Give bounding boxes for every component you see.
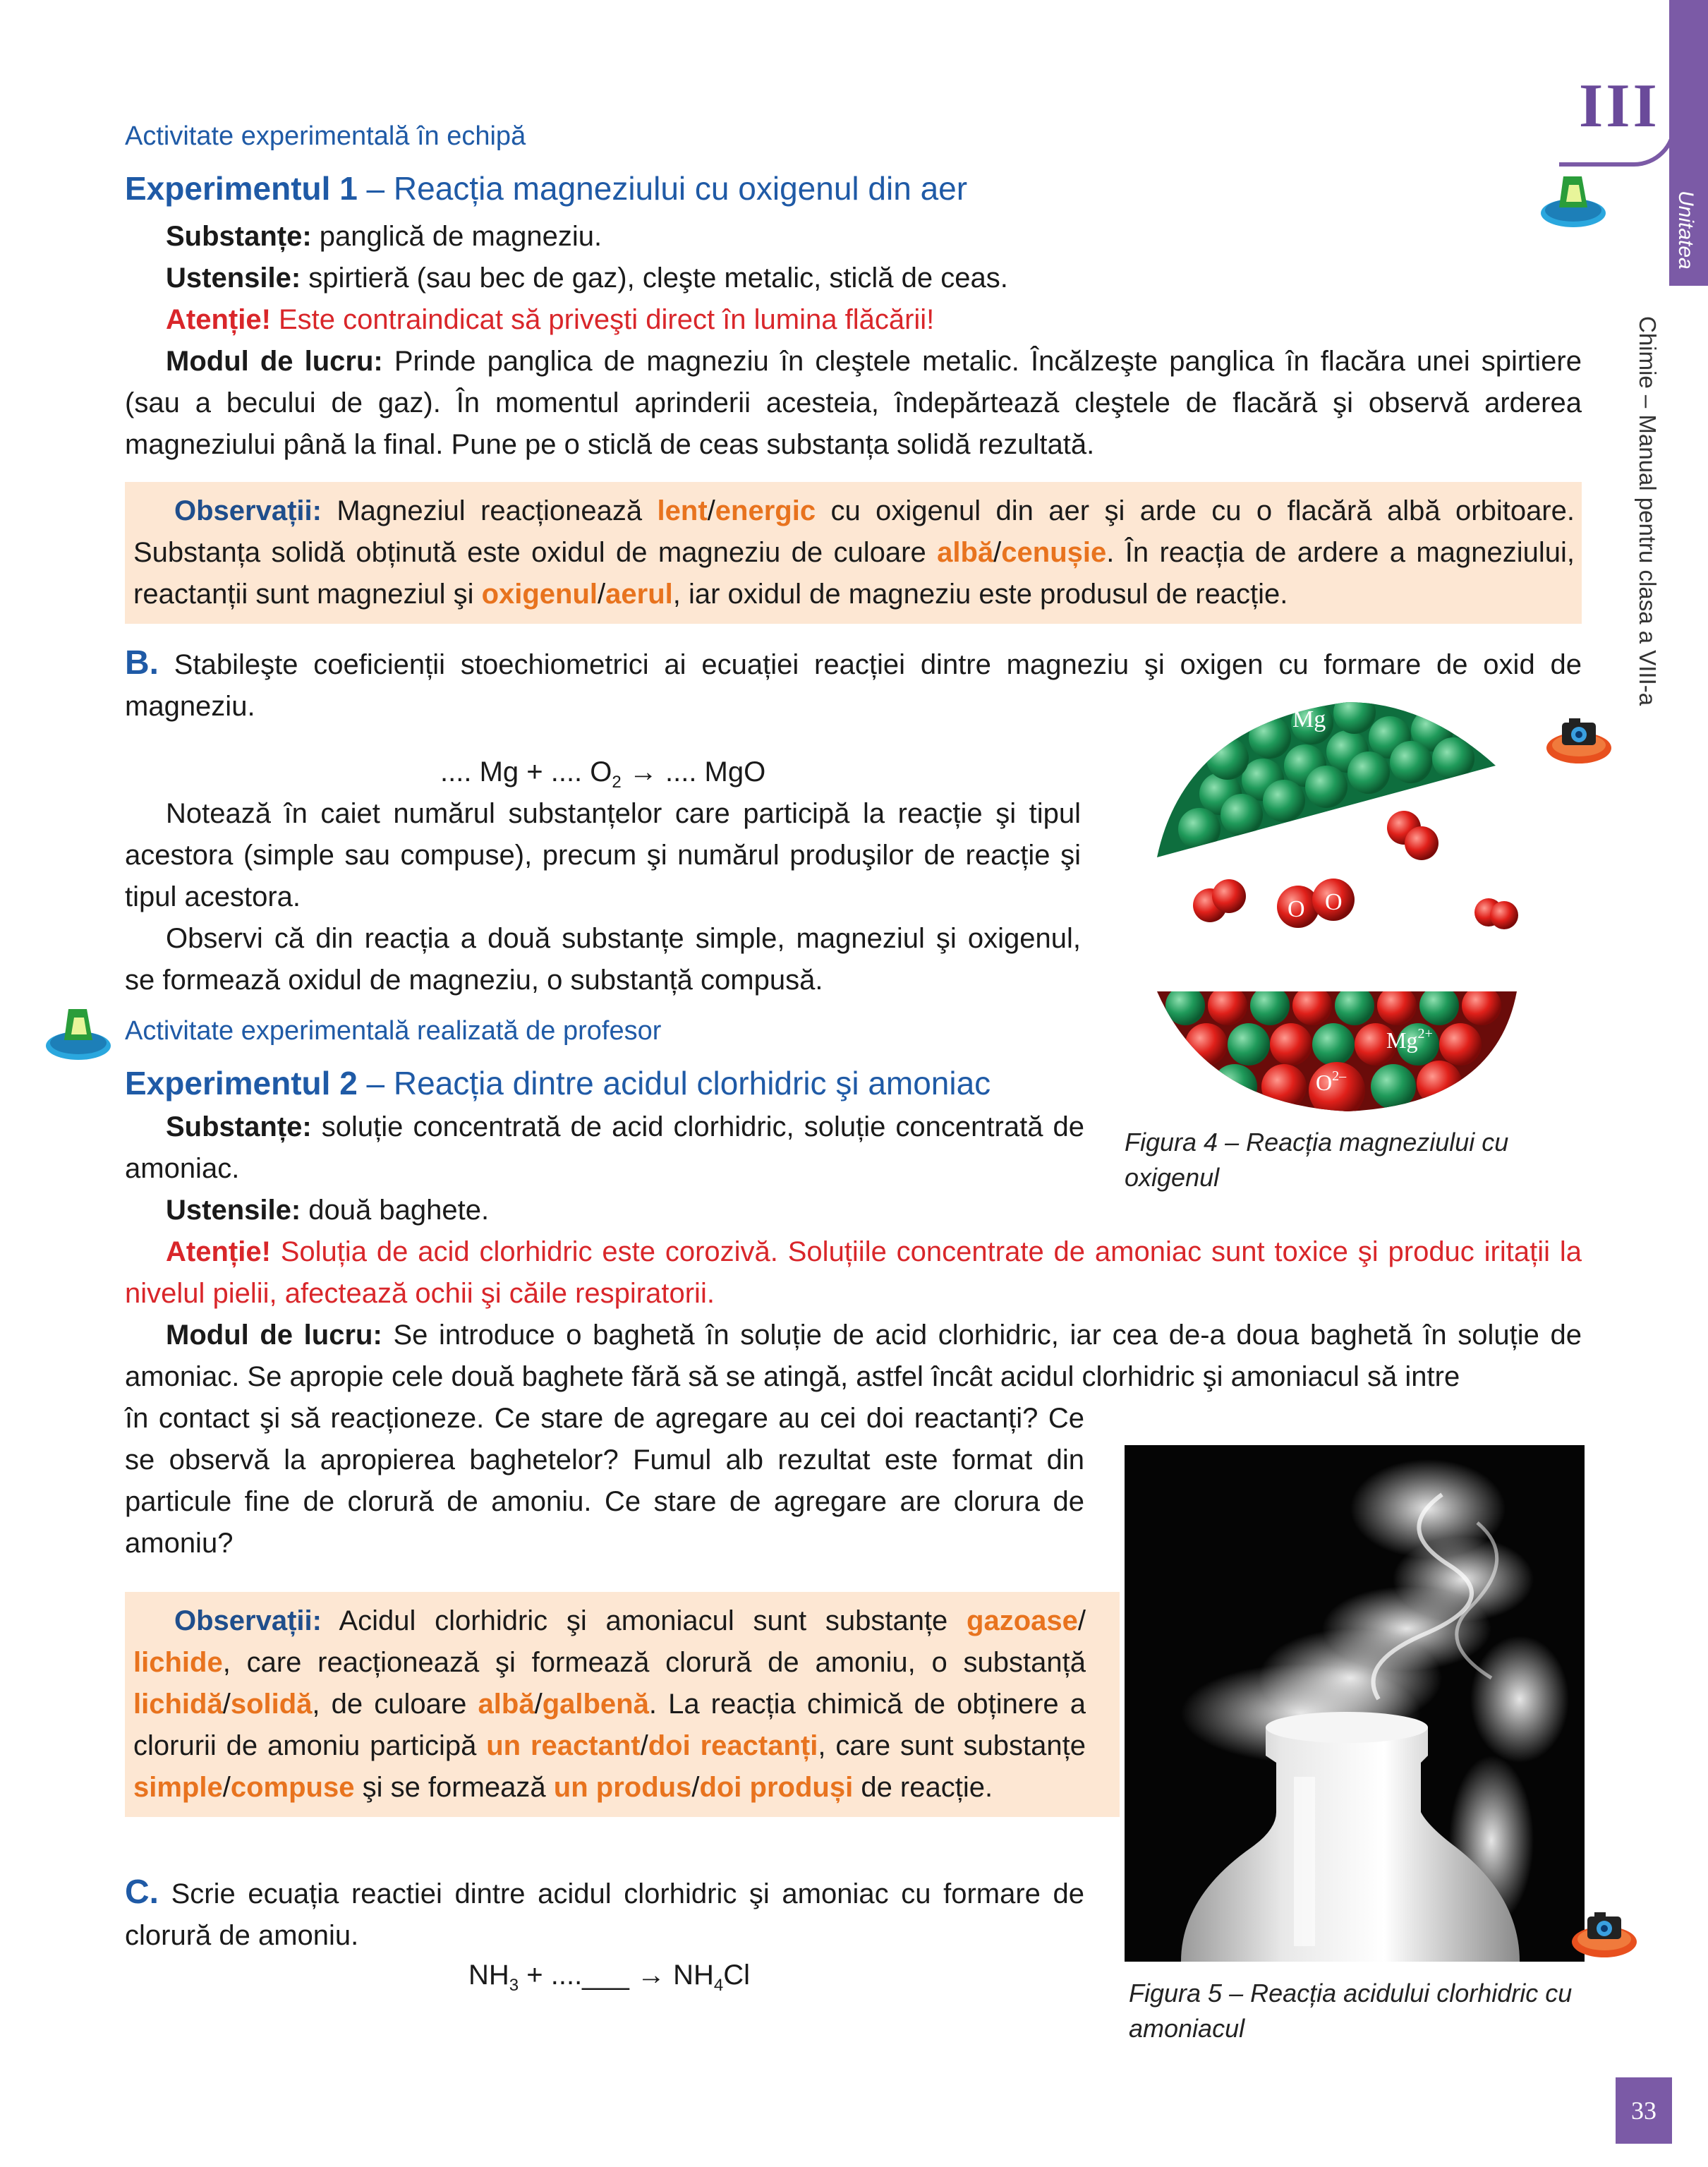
exp2-substances: Substanțe: soluție concentrată de acid clorhidric, soluție concentrată de amoniac. xyxy=(125,1111,1084,1184)
label-mg2plus: $Mg^{2+}$ xyxy=(1386,1026,1433,1053)
exp2-body-continued: în contact şi să reacționeze. Ce stare de agregare au cei doi reactanți? Ce se observă la apropierea baghetelor? Fumul alb rezultat este format din particule fine de clorură de amoniu. Ce stare de agregare are clorura de amoniu? xyxy=(125,1403,1084,1559)
book-title: Chimie – Manual pentru clasa a VIII-a xyxy=(1635,316,1661,706)
experiment-2-title: Experimentul 2 – Reacția dintre acidul clorhidric şi amoniac xyxy=(125,1065,991,1101)
exp1-body: Substanțe: panglică de magneziu. Ustensile: spirtieră (sau bec de gaz), cleşte metalic, sticlă de ceas. Atenție! Este contraindicat să priveşti direct în lumina flăcării! Modul de lucru: Prinde panglica de magneziu în cleştele metalic. Încălzeşte panglica în flacăra unei spirtiere (sau a becului de gaz). În momentul aprinderii acesteia, îndepărtează cleştele de flacără şi observă arderea magneziului până la final. Pune pe o sticlă de ceas substanța solidă rezultată. xyxy=(125,221,1582,460)
figure-4-illustration xyxy=(1143,695,1538,1118)
camera-icon xyxy=(1544,711,1614,768)
unit-label: Unitatea xyxy=(1674,191,1697,270)
unit-number: III xyxy=(1579,72,1660,140)
page-number: 33 xyxy=(1616,2077,1672,2144)
equation-mg-o2: .... Mg + .... $O_2$ → .... MgO xyxy=(440,756,766,792)
observations-box-2: Observații: Acidul clorhidric şi amoniacul sunt substanțe gazoase/ lichide, care reacționează şi formează clorură de amoniu, o substanță lichidă/solidă, de culoare albă/galbenă. La reacția chimică de obținere a clorurii de amoniu participă un reactant/doi reactanți, care sunt substanțe simple/compuse şi se formează un produs/doi produși de reacție. xyxy=(125,1592,1120,1817)
experiment-icon xyxy=(40,1002,117,1064)
label-o-second: O xyxy=(1325,889,1343,915)
equation-nh3: $NH_3$ + ....___ → $NH_4Cl$ xyxy=(468,1960,751,1995)
figure-4-caption: Figura 4 – Reacția magneziului cu oxigenul xyxy=(1125,1128,1509,1192)
figure-5-caption: Figura 5 – Reacția acidului clorhidric cu amoniacul xyxy=(1129,1979,1573,2043)
experiment-1-title: Experimentul 1 – Reacția magneziului cu oxigenul din aer xyxy=(125,170,968,207)
activity-label-teacher: Activitate experimentală realizată de profesor xyxy=(125,1016,662,1046)
activity-label-team: Activitate experimentală în echipă xyxy=(125,121,526,151)
section-b-task: B. Stabileşte coeficienții stoechiometrici ai ecuației reacției dintre magneziu şi oxigen cu formare de oxid de magneziu. xyxy=(125,644,1582,722)
section-b-notes: Notează în caiet numărul substanțelor care participă la reacție şi tipul acestora (simple sau compuse), precum şi numărul produşilor de reacție şi tipul acestora. Observi că din reacția a două substanțe simple, magneziul şi oxigenul, se formează oxidul de magneziu, o substanță compusă. xyxy=(125,798,1081,996)
label-o-first: O xyxy=(1288,896,1305,922)
figure-5-photo xyxy=(1125,1445,1585,1962)
camera-icon xyxy=(1569,1905,1640,1962)
exp2-body: Ustensile: două baghete. Atenție! Soluția de acid clorhidric este corozivă. Soluțiile concentrate de amoniac sunt toxice şi produc iritații la nivelul pielii, afectează ochii şi căile respiratorii. Modul de lucru: Se introduce o baghetă în soluție de acid clorhidric, iar cea de-a doua baghetă în soluție de amoniac. Se apropie cele două baghete fără să se atingă, astfel încât acidul clorhidric şi amoniacul să intre xyxy=(125,1195,1582,1392)
observations-box-1: Observații: Magneziul reacționează lent/energic cu oxigenul din aer şi arde cu o flacără albă orbitoare. Substanța solidă obținută este oxidul de magneziu de culoare albă/cenușie. În reacția de ardere a magneziului, reactanții sunt magneziul şi oxigenul/aerul, iar oxidul de magneziu este produsul de reacție. xyxy=(125,482,1582,624)
label-mg: Mg xyxy=(1292,706,1326,732)
label-o2minus: $O^{2-}$ xyxy=(1316,1068,1347,1095)
section-c-task: C. Scrie ecuația reactiei dintre acidul clorhidric şi amoniac cu formare de clorură de amoniu. xyxy=(125,1873,1084,1951)
